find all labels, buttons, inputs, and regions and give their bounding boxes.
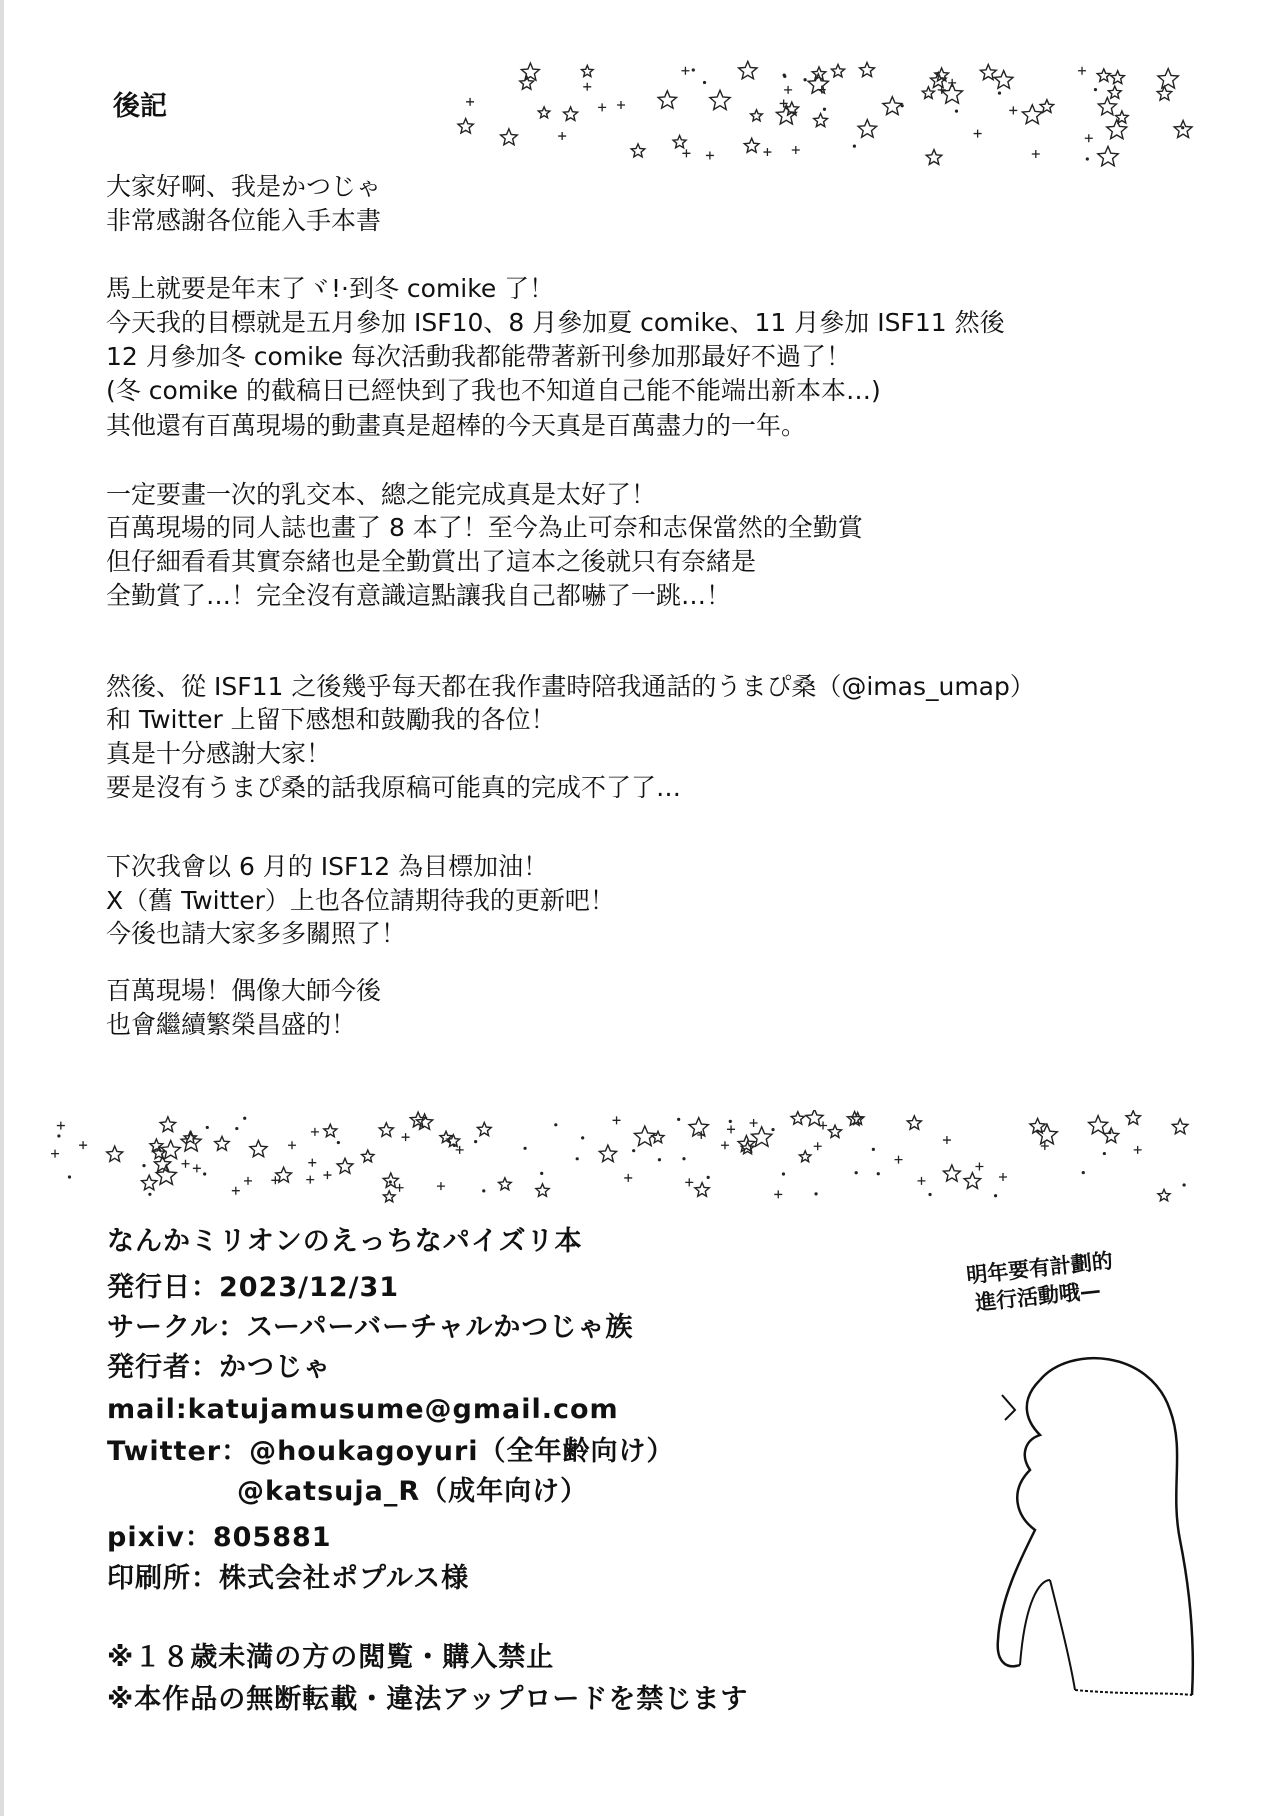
text-line: 今天我的目標就是五月參加 ISF10、8 月參加夏 comike、11 月參加 ISF11 然後 <box>106 308 1005 337</box>
text-line: X（舊 Twitter）上也各位請期待我的更新吧！ <box>106 886 615 915</box>
sparkle-dot-icon <box>389 1180 392 1183</box>
printer: 印刷所：株式会社ポプルス様 <box>107 1563 470 1594</box>
text-line: 然後、從 ISF11 之後幾乎每天都在我作畫時陪我通話的うまぴ桑（@imas_umap） <box>106 672 1035 701</box>
star-icon <box>383 1173 398 1187</box>
star-icon <box>582 65 594 76</box>
star-icon <box>521 63 539 80</box>
star-icon <box>1111 71 1125 84</box>
text-line: 百萬現場的同人誌也畫了 8 本了！至今為止可奈和志保當然的全勤賞 <box>106 513 863 542</box>
text-line: 下次我會以 6 月的 ISF12 為目標加油！ <box>106 852 549 881</box>
sparkle-dot-icon <box>677 1118 680 1121</box>
circle-name: サークル：スーパーバーチャルかつじゃ族 <box>107 1312 634 1343</box>
sparkle-dot-icon <box>1086 157 1089 160</box>
sparkle-cross-icon <box>437 1182 445 1190</box>
sparkle-dot-icon <box>783 73 786 76</box>
star-icon <box>564 107 578 120</box>
star-icon <box>417 1114 433 1129</box>
star-icon <box>883 97 902 115</box>
star-icon <box>142 1175 157 1190</box>
star-icon <box>447 1135 460 1147</box>
sparkle-cross-icon <box>402 1133 410 1141</box>
sparkle-dot-icon <box>994 1194 997 1197</box>
star-icon <box>907 1116 921 1130</box>
sparkle-dot-icon <box>855 1171 858 1174</box>
sparkle-dot-icon <box>540 1172 543 1175</box>
star-icon <box>806 1110 823 1126</box>
sparkle-dot-icon <box>872 1148 875 1151</box>
sparkle-dot-icon <box>928 1193 931 1196</box>
star-icon <box>964 1173 981 1189</box>
text-line: 也會繼續繁榮昌盛的！ <box>106 1010 357 1039</box>
sparkle-cross-icon <box>1078 67 1086 75</box>
star-icon <box>831 64 844 77</box>
text-line: 真是十分感謝大家！ <box>106 739 332 768</box>
sparkle-cross-icon <box>814 1142 822 1150</box>
sparkle-dot-icon <box>1103 1152 1106 1155</box>
copyright-notice: ※本作品の無断転載・違法アップロードを禁じます <box>107 1684 749 1715</box>
page-edge-shadow <box>0 0 4 1816</box>
star-icon <box>1104 1128 1119 1142</box>
star-icon <box>1158 69 1179 89</box>
sparkle-dot-icon <box>1181 126 1184 129</box>
star-icon <box>324 1124 337 1136</box>
sparkle-cross-icon <box>193 1164 201 1172</box>
star-icon <box>215 1136 230 1150</box>
sparkle-cross-icon <box>974 130 982 138</box>
sparkle-dot-icon <box>782 1172 785 1175</box>
star-icon <box>858 120 877 138</box>
star-icon <box>160 1117 176 1132</box>
mail-address: mail:katujamusume@gmail.com <box>107 1394 619 1425</box>
sparkle-cross-icon <box>558 132 566 140</box>
sparkle-dot-icon <box>729 1120 732 1123</box>
star-icon <box>1097 69 1110 82</box>
sparkle-cross-icon <box>244 1177 252 1185</box>
sparkle-dot-icon <box>901 104 904 107</box>
twitter-account-1: Twitter：@houkagoyuri（全年齢向け） <box>107 1436 675 1467</box>
sparkle-dot-icon <box>823 108 826 111</box>
age-notice: ※１８歳未満の方の閲覧・購入禁止 <box>107 1642 555 1673</box>
star-icon <box>860 63 875 77</box>
sparkle-cross-icon <box>396 1184 404 1192</box>
star-icon <box>1158 1189 1170 1200</box>
sparkle-cross-icon <box>466 98 474 106</box>
sparkle-dot-icon <box>206 1126 209 1129</box>
sparkle-dot-icon <box>682 1157 685 1160</box>
sparkle-cross-icon <box>706 151 714 159</box>
sparkle-dot-icon <box>692 68 695 71</box>
sparkle-cross-icon <box>1085 134 1093 142</box>
star-icon <box>751 110 763 121</box>
sparkle-dot-icon <box>148 1193 151 1196</box>
sparkle-cross-icon <box>763 148 771 156</box>
star-icon <box>739 61 757 78</box>
sparkle-dot-icon <box>1108 1131 1111 1134</box>
sparkle-dot-icon <box>68 1175 71 1178</box>
star-icon <box>695 1183 709 1197</box>
star-icon <box>1157 86 1172 100</box>
sparkle-dot-icon <box>877 1172 880 1175</box>
star-icon <box>1172 1119 1188 1134</box>
star-icon <box>538 107 550 118</box>
sparkle-dot-icon <box>803 78 806 81</box>
sparkle-cross-icon <box>917 1177 925 1185</box>
star-icon <box>458 119 473 134</box>
sparkle-dot-icon <box>658 1158 661 1161</box>
star-icon <box>799 1151 811 1162</box>
sparkle-dot-icon <box>581 1136 584 1139</box>
twitter-account-2: @katsuja_R（成年向け） <box>237 1476 589 1507</box>
star-icon <box>808 74 828 93</box>
text-line: 其他還有百萬現場的動畫真是超棒的今天真是百萬盡力的一年。 <box>106 411 807 440</box>
sparkle-cross-icon <box>792 146 800 154</box>
sparkle-dot-icon <box>203 1172 206 1175</box>
sparkle-cross-icon <box>727 1125 735 1133</box>
star-icon <box>710 90 730 109</box>
star-icon <box>501 129 518 145</box>
sparkle-dot-icon <box>955 109 958 112</box>
sparkle-cross-icon <box>617 101 625 109</box>
sparkle-cross-icon <box>613 1116 621 1124</box>
star-icon <box>689 1118 708 1136</box>
sparkle-cross-icon <box>181 1160 189 1168</box>
sparkle-dot-icon <box>337 1141 340 1144</box>
sparkle-dot-icon <box>703 81 706 84</box>
star-icon <box>250 1141 267 1157</box>
star-icon <box>1098 98 1116 115</box>
sparkle-dot-icon <box>474 1140 477 1143</box>
sparkle-cross-icon <box>681 67 689 75</box>
sparkle-dot-icon <box>243 1117 246 1120</box>
star-icon <box>499 1178 512 1190</box>
star-icon <box>1098 146 1118 165</box>
star-icon <box>943 1165 960 1181</box>
text-line: 今後也請大家多多關照了！ <box>106 919 407 948</box>
sparkle-dot-icon <box>1082 1171 1085 1174</box>
text-line: 非常感謝各位能入手本書 <box>106 206 382 235</box>
sparkle-dot-icon <box>707 1176 710 1179</box>
sparkle-cross-icon <box>311 1128 319 1136</box>
sparkle-cross-icon <box>624 1174 632 1182</box>
sparkle-cross-icon <box>774 1190 782 1198</box>
text-line: 一定要畫一次的乳交本、總之能完成真是太好了！ <box>106 480 657 509</box>
sparkle-cross-icon <box>784 86 792 94</box>
star-icon <box>362 1150 374 1162</box>
star-icon <box>829 1125 842 1137</box>
sparkle-dot-icon <box>57 1134 60 1137</box>
sparkle-dot-icon <box>814 1192 817 1195</box>
text-line: 要是沒有うまぴ桑的話我原稿可能真的完成不了了… <box>106 773 682 802</box>
star-icon <box>673 136 686 148</box>
sparkle-cross-icon <box>1009 106 1017 114</box>
sparkle-cross-icon <box>288 1141 296 1149</box>
sparkle-cross-icon <box>999 1173 1007 1181</box>
sparkle-cross-icon <box>750 1119 758 1127</box>
star-icon <box>477 1123 491 1136</box>
note-line: 進行活動哦— <box>974 1278 1102 1316</box>
star-icon <box>107 1146 123 1161</box>
sparkle-dot-icon <box>853 144 856 147</box>
star-icon <box>658 91 676 108</box>
star-decoration-middle <box>0 1110 1280 1205</box>
star-icon <box>1040 100 1053 113</box>
sparkle-cross-icon <box>79 1141 87 1149</box>
text-line: 全勤賞了…！完全沒有意識這點讓我自己都嚇了一跳…！ <box>106 581 732 610</box>
sparkle-cross-icon <box>51 1150 59 1158</box>
sparkle-dot-icon <box>998 91 1001 94</box>
sparkle-cross-icon <box>57 1122 65 1130</box>
sparkle-cross-icon <box>721 1141 729 1149</box>
text-line: 和 Twitter 上留下感想和鼓勵我的各位！ <box>106 705 556 734</box>
sparkle-dot-icon <box>235 1127 238 1130</box>
star-icon <box>744 138 759 152</box>
text-line: 但仔細看看其實奈緒也是全勤賞出了這本之後就只有奈緒是 <box>106 547 757 576</box>
sparkle-cross-icon <box>975 1163 983 1171</box>
text-line: 百萬現場！偶像大師今後 <box>106 976 382 1005</box>
star-icon <box>383 1191 395 1202</box>
sparkle-cross-icon <box>598 103 606 111</box>
publisher: 発行者：かつじゃ <box>107 1352 331 1383</box>
star-icon <box>812 67 826 80</box>
sparkle-dot-icon <box>576 1157 579 1160</box>
star-icon <box>926 150 942 165</box>
sparkle-dot-icon <box>1182 1183 1185 1186</box>
text-line: 大家好啊、我是かつじゃ <box>106 172 382 201</box>
text-line: (冬 comike 的截稿日已經快到了我也不知道自己能不能端出新本本…) <box>106 376 881 405</box>
star-icon <box>599 1145 616 1162</box>
star-icon <box>150 1139 163 1151</box>
sparkle-dot-icon <box>771 1128 774 1131</box>
sparkle-cross-icon <box>895 1156 903 1164</box>
star-decoration-top <box>0 60 1280 170</box>
star-icon <box>1022 105 1042 124</box>
star-icon <box>379 1123 393 1137</box>
character-sketch-illustration <box>980 1340 1200 1700</box>
star-icon <box>1126 1111 1140 1125</box>
star-icon <box>1108 86 1121 98</box>
sparkle-dot-icon <box>554 1123 557 1126</box>
sparkle-cross-icon <box>1134 1146 1142 1154</box>
handwritten-note <box>965 1247 1117 1318</box>
sparkle-cross-icon <box>685 1178 693 1186</box>
star-icon <box>1089 1116 1108 1134</box>
sparkle-cross-icon <box>943 1136 951 1144</box>
book-title: なんかミリオンのえっちなパイズリ本 <box>107 1226 583 1257</box>
star-icon <box>814 114 828 127</box>
star-icon <box>791 1112 804 1125</box>
pixiv-id: pixiv：805881 <box>107 1522 332 1553</box>
sparkle-cross-icon <box>1032 150 1040 158</box>
sparkle-cross-icon <box>323 1171 331 1179</box>
sparkle-dot-icon <box>632 1149 635 1152</box>
sparkle-dot-icon <box>1094 88 1097 91</box>
star-icon <box>337 1158 353 1173</box>
sparkle-cross-icon <box>308 1159 316 1167</box>
text-line: 12 月參加冬 comike 每次活動我都能帶著新刊參加那最好不過了！ <box>106 342 851 371</box>
sparkle-dot-icon <box>523 1147 526 1150</box>
afterword-heading: 後記 <box>113 91 167 122</box>
sparkle-cross-icon <box>306 1176 314 1184</box>
star-icon <box>1037 1124 1058 1144</box>
sparkle-cross-icon <box>682 149 690 157</box>
sparkle-cross-icon <box>583 83 591 91</box>
text-line: 馬上就要是年末了ヾ!·到冬 comike 了！ <box>106 274 555 303</box>
sparkle-dot-icon <box>142 1164 145 1167</box>
star-icon <box>631 144 645 157</box>
sparkle-cross-icon <box>232 1187 240 1195</box>
star-icon <box>536 1184 549 1197</box>
sparkle-dot-icon <box>482 1189 485 1192</box>
star-icon <box>752 1127 772 1146</box>
publish-date: 発行日：2023/12/31 <box>107 1272 400 1303</box>
note-line: 明年要有計劃的 <box>965 1248 1114 1288</box>
star-icon <box>994 71 1013 89</box>
